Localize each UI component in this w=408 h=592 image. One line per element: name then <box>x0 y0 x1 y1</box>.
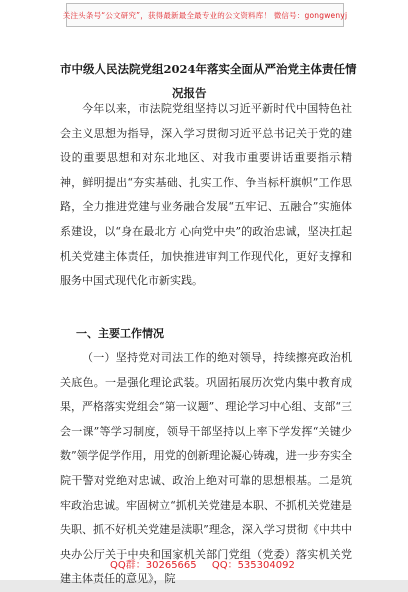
promo-banner <box>62 3 348 27</box>
document-title-line1: 市中级人民法院党组2024年落实全面从严治党主体责任情 <box>60 62 357 76</box>
intro-paragraph: 今年以来，市法院党组坚持以习近平新时代中国特色社会主义思想为指导，深入学习贯彻习近平总书记关于党的建设的重要思想和对东北地区、对我市重要讲话重要指示精神，鲜明提出“夯实基础、扎实工作、争当标杆旗帜”工作思路，全力推进党建与业务融合发展“五牢记、五融合”实施体系建设，以“身在最北方 心向党中央”的政治忠诚，坚决扛起机关党建主体责任，加快推进审判工作现代化，更好支撑和服务中国式现代化市新实践。 <box>60 102 352 288</box>
footer-contact <box>110 556 310 571</box>
document-title-line2: 况报告 <box>172 86 207 100</box>
section-heading: 一、主要工作情况 <box>76 327 164 340</box>
footer-qq: QQ：535304092 <box>211 560 295 571</box>
section-paragraph: （一）坚持党对司法工作的绝对领导，持续擦亮政治机关底色。一是强化理论武装。巩固拓展历次党内集中教育成果，严格落实党组会“第一议题”、理论学习中心组、支部“三会一课”等学习制度，领导干部坚持以上率下学发挥“关键少数”领学促学作用，用党的创新理论凝心铸魂，进一步夯实全院干警对党绝对忠诚、政治上绝对可靠的思想根基。二是筑牢政治忠诚。牢固树立“抓机关党建是本职、不抓机关党建是失职、抓不好机关党建是渎职”理念，深入学习贯彻《中共中央办公厅关于中央和国家机关部门党组（党委）落实机关党建主体责任的意见》，院 <box>60 351 352 586</box>
footer-qq-group: QQ群：30265665 <box>110 560 197 571</box>
promo-banner-text: 关注头条号“公文研究”，获得最新最全最专业的公文资料库！ 微信号：gongwenyj <box>62 10 348 20</box>
